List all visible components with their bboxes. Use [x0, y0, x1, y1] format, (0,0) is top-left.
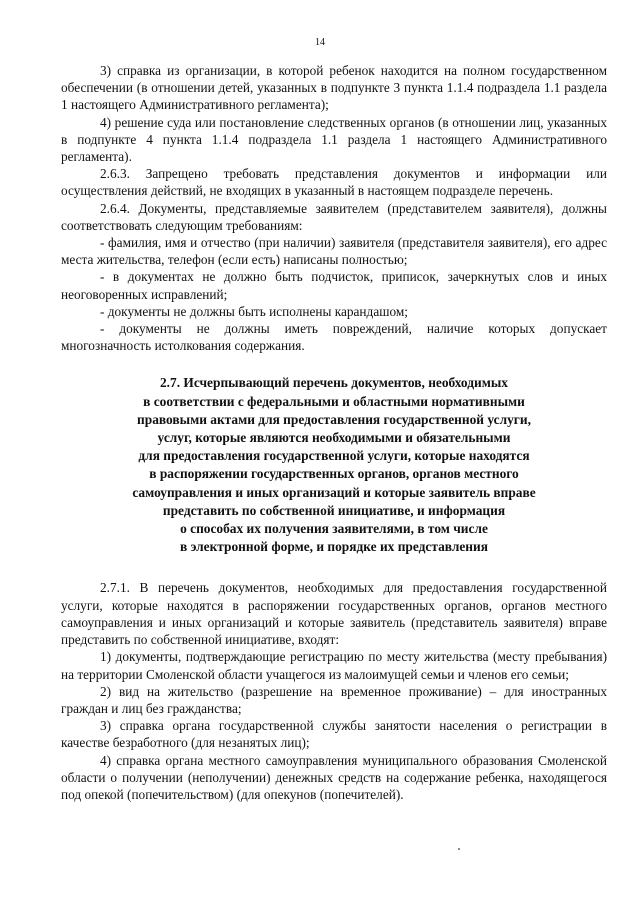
paragraph: 3) справка из организации, в которой ребенок находится на полном государственном обеспечении (в отношении детей, указанных в подпункте 3 пункта 1.1.4 подраздела 1.1 раздела 1 настоящего Административного регламента);	[61, 63, 607, 113]
list-item: - документы не должны иметь повреждений, наличие которых допускает многозначность истолкования содержания.	[61, 321, 607, 354]
scan-artifact-dot	[458, 848, 460, 850]
paragraph: 4) решение суда или постановление следственных органов (в отношении лиц, указанных в подпункте 4 пункта 1.1.4 подраздела 1.1 раздела 1 настоящего Административного регламента).	[61, 114, 607, 165]
list-item: - фамилия, имя и отчество (при наличии) заявителя (представителя заявителя), его адрес места жительства, телефон (если есть) написаны полностью;	[61, 235, 607, 268]
list-item: - в документах не должно быть подчисток, приписок, зачеркнутых слов и иных неоговоренных исправлений;	[61, 269, 607, 302]
document-body	[61, 62, 607, 803]
list-item: 1) документы, подтверждающие регистрацию по месту жительства (месту пребывания) на территории Смоленской области учащегося из малоимущей семьи и членов его семьи;	[61, 649, 607, 682]
list-item: - документы не должны быть исполнены карандашом;	[100, 303, 408, 319]
page-number: 14	[315, 37, 325, 48]
list-item: 3) справка органа государственной службы занятости населения о регистрации в качестве безработного (для незанятых лиц);	[61, 718, 607, 751]
paragraph: 2.7.1. В перечень документов, необходимых для предоставления государственной услуги, которые находятся в распоряжении государственных органов, органов местного самоуправления и иных организаций и которые заявитель (представитель заявителя) вправе представить по собственной инициативе, входят:	[61, 580, 607, 648]
list-item: 2) вид на жительство (разрешение на временное проживание) – для иностранных граждан и лиц без гражданства;	[61, 683, 607, 716]
paragraph: 2.6.3. Запрещено требовать представления документов и информации или осуществления действий, не входящих в указанный в настоящем подразделе перечень.	[61, 166, 607, 199]
paragraph: 2.6.4. Документы, представляемые заявителем (представителем заявителя), должны соответствовать следующим требованиям:	[61, 200, 607, 233]
list-item: 4) справка органа местного самоуправления муниципального образования Смоленской области о получении (неполучении) денежных средств на содержание ребенка, находящегося под опекой (попечительством) (для опекунов (попечителей).	[61, 752, 607, 802]
section-heading: 2.7. Исчерпывающий перечень документов, необходимых в соответствии с федеральными и областными нормативными правовыми актами для предоставления государственной услуги, услуг, которые являются необходимыми и обязательными для предоставления государственной услуги, которые находятся в распоряжении государственных органов, органов местного самоуправления и иных организаций и которые заявитель вправе представить по собственной инициативе, и информация о способах их получения заявителями, в том числе в электронной форме, и порядке их представления	[132, 375, 536, 555]
